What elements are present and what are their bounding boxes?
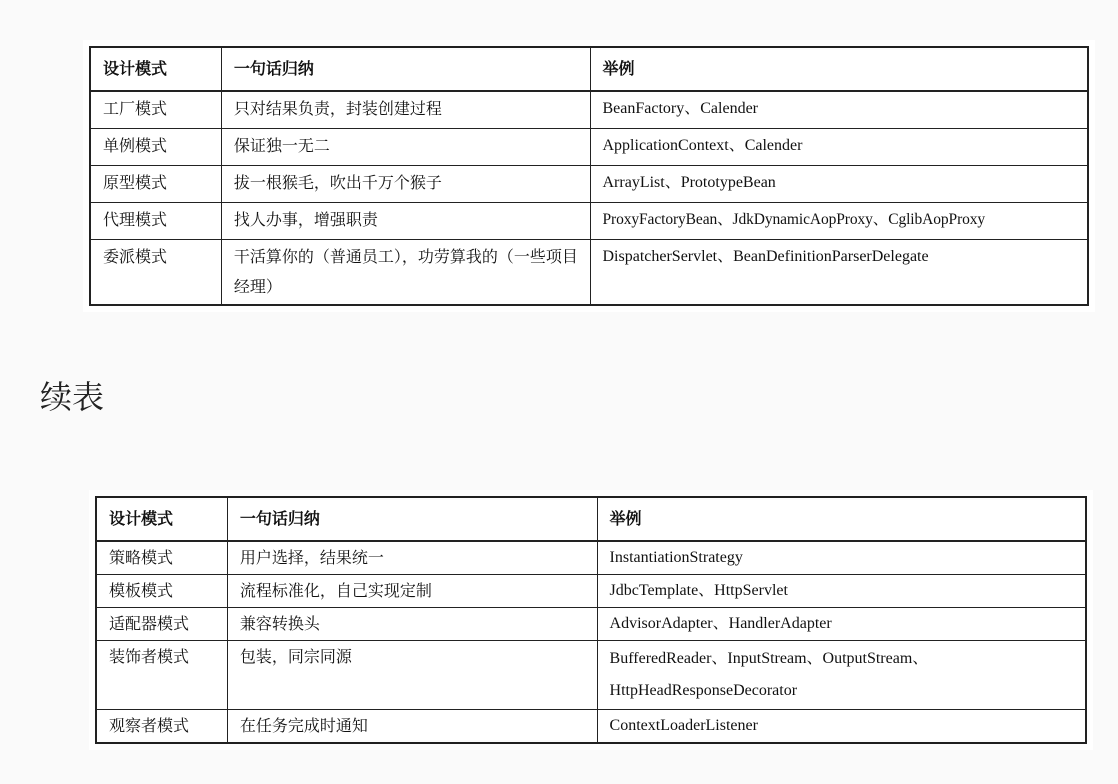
cell-summary: 用户选择，结果统一 bbox=[227, 541, 597, 575]
cell-pattern: 代理模式 bbox=[90, 203, 221, 240]
header-pattern: 设计模式 bbox=[96, 497, 227, 541]
cell-pattern: 观察者模式 bbox=[96, 710, 227, 744]
table-row bbox=[90, 203, 1088, 240]
pattern-table-2 bbox=[95, 496, 1087, 744]
header-example: 举例 bbox=[597, 497, 1086, 541]
continued-table-heading: 续表 bbox=[40, 378, 105, 416]
cell-example: BufferedReader、InputStream、OutputStream、HttpHeadResponseDecorator bbox=[597, 641, 1086, 710]
pattern-table-1-container bbox=[83, 40, 1095, 312]
table-row bbox=[96, 575, 1086, 608]
cell-pattern: 工厂模式 bbox=[90, 91, 221, 129]
cell-example: DispatcherServlet、BeanDefinitionParserDelegate bbox=[590, 240, 1088, 306]
table-row bbox=[90, 129, 1088, 166]
table-row bbox=[90, 240, 1088, 306]
cell-summary: 兼容转换头 bbox=[227, 608, 597, 641]
table-row bbox=[96, 641, 1086, 710]
header-example: 举例 bbox=[590, 47, 1088, 91]
table-header-row bbox=[90, 47, 1088, 91]
cell-pattern: 单例模式 bbox=[90, 129, 221, 166]
cell-example: ApplicationContext、Calender bbox=[590, 129, 1088, 166]
cell-summary: 干活算你的（普通员工），功劳算我的（一些项目经理） bbox=[221, 240, 590, 306]
cell-example: AdvisorAdapter、HandlerAdapter bbox=[597, 608, 1086, 641]
cell-example: JdbcTemplate、HttpServlet bbox=[597, 575, 1086, 608]
cell-pattern: 策略模式 bbox=[96, 541, 227, 575]
header-summary: 一句话归纳 bbox=[221, 47, 590, 91]
cell-summary: 拔一根猴毛，吹出千万个猴子 bbox=[221, 166, 590, 203]
cell-example: InstantiationStrategy bbox=[597, 541, 1086, 575]
cell-pattern: 适配器模式 bbox=[96, 608, 227, 641]
cell-summary: 保证独一无二 bbox=[221, 129, 590, 166]
cell-pattern: 原型模式 bbox=[90, 166, 221, 203]
header-summary: 一句话归纳 bbox=[227, 497, 597, 541]
cell-summary: 流程标准化，自己实现定制 bbox=[227, 575, 597, 608]
cell-example: ProxyFactoryBean、JdkDynamicAopProxy、CglibAopProxy bbox=[590, 203, 1088, 240]
table-row bbox=[96, 710, 1086, 744]
cell-pattern: 委派模式 bbox=[90, 240, 221, 306]
cell-example: BeanFactory、Calender bbox=[590, 91, 1088, 129]
cell-summary: 在任务完成时通知 bbox=[227, 710, 597, 744]
table-header-row bbox=[96, 497, 1086, 541]
table-row bbox=[90, 166, 1088, 203]
table-row bbox=[90, 91, 1088, 129]
cell-summary: 找人办事，增强职责 bbox=[221, 203, 590, 240]
table-row bbox=[96, 541, 1086, 575]
pattern-table-2-container bbox=[89, 490, 1093, 750]
pattern-table-1 bbox=[89, 46, 1089, 306]
cell-pattern: 装饰者模式 bbox=[96, 641, 227, 710]
header-pattern: 设计模式 bbox=[90, 47, 221, 91]
cell-summary: 包装，同宗同源 bbox=[227, 641, 597, 710]
cell-example: ContextLoaderListener bbox=[597, 710, 1086, 744]
cell-pattern: 模板模式 bbox=[96, 575, 227, 608]
cell-example: ArrayList、PrototypeBean bbox=[590, 166, 1088, 203]
table-row bbox=[96, 608, 1086, 641]
cell-summary: 只对结果负责，封装创建过程 bbox=[221, 91, 590, 129]
